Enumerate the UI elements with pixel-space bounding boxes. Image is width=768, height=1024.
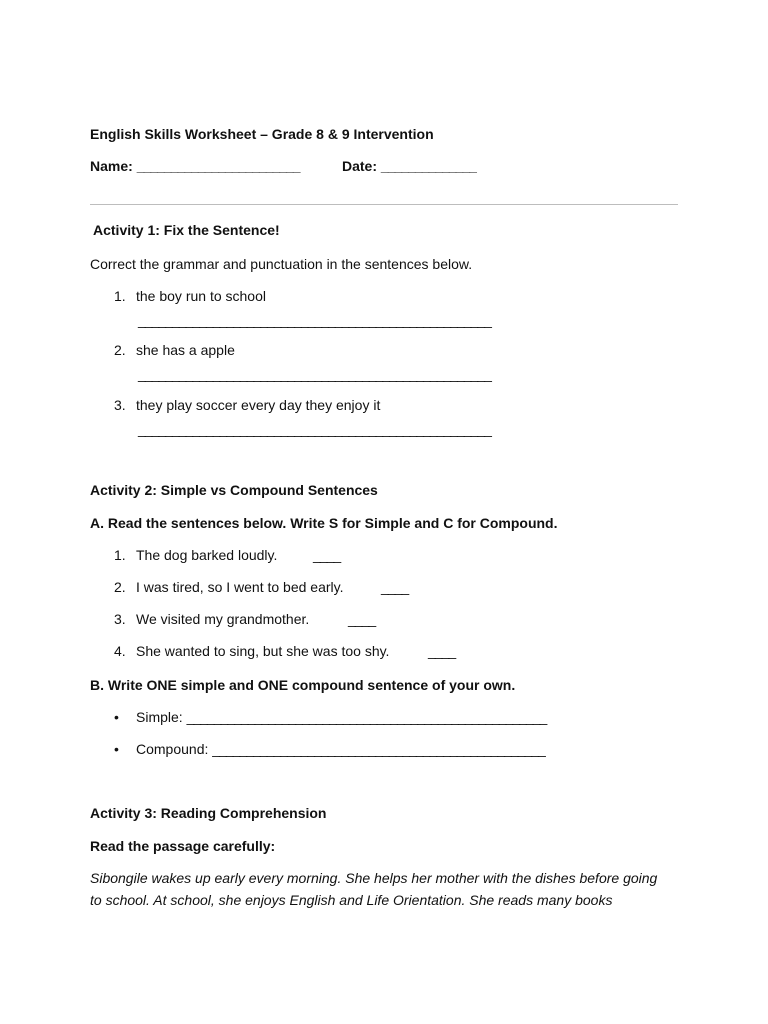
- date-label: Date:: [342, 158, 378, 174]
- activity2-heading: Activity 2: Simple vs Compound Sentences: [90, 482, 378, 498]
- activity2-item: [90, 579, 344, 595]
- activity2-partA: A. Read the sentences below. Write S for Simple and C for Compound.: [90, 515, 558, 531]
- worksheet-title: English Skills Worksheet – Grade 8 & 9 Intervention: [90, 126, 434, 142]
- bullet-label: Simple:: [136, 709, 183, 725]
- bullet-label: Compound:: [136, 741, 209, 757]
- answer-blank[interactable]: ____: [348, 611, 376, 627]
- name-field: [90, 158, 300, 174]
- answer-line[interactable]: ____________________________________________________: [138, 421, 491, 437]
- activity3-subheading: Read the passage carefully:: [90, 838, 276, 854]
- item-text: The dog barked loudly.: [136, 547, 278, 563]
- activity3-heading: Activity 3: Reading Comprehension: [90, 805, 327, 821]
- item-number: 1.: [114, 288, 126, 304]
- answer-line[interactable]: ____________________________________________________: [138, 312, 491, 328]
- item-number: 3.: [114, 397, 126, 413]
- activity2-partB: B. Write ONE simple and ONE compound sentence of your own.: [90, 677, 516, 693]
- name-label: Name:: [90, 158, 133, 174]
- activity1-item: [90, 288, 266, 304]
- activity1-item: [90, 342, 235, 358]
- item-text: they play soccer every day they enjoy it: [136, 397, 381, 413]
- bullet-item-compound: [90, 741, 545, 757]
- bullet-dot: •: [114, 741, 119, 757]
- item-number: 2.: [114, 342, 126, 358]
- activity2-item: [90, 547, 277, 563]
- passage-line: Sibongile wakes up early every morning. She helps her mother with the dishes before going: [90, 870, 658, 886]
- activity2-item: [90, 643, 389, 659]
- name-blank[interactable]: ________________________: [136, 158, 300, 174]
- answer-line[interactable]: _________________________________________________: [212, 741, 545, 757]
- answer-line[interactable]: _____________________________________________________: [186, 709, 547, 725]
- activity1-item: [90, 397, 380, 413]
- item-number: 4.: [114, 643, 126, 659]
- answer-blank[interactable]: ____: [381, 579, 409, 595]
- activity1-instruction: Correct the grammar and punctuation in the sentences below.: [90, 256, 473, 272]
- item-text: She wanted to sing, but she was too shy.: [136, 643, 390, 659]
- item-text: We visited my grandmother.: [136, 611, 310, 627]
- date-blank[interactable]: ______________: [380, 158, 476, 174]
- date-field: [342, 158, 476, 174]
- bullet-dot: •: [114, 709, 119, 725]
- item-text: the boy run to school: [136, 288, 266, 304]
- item-text: she has a apple: [136, 342, 235, 358]
- activity2-item: [90, 611, 309, 627]
- divider: [90, 204, 678, 205]
- answer-line[interactable]: ____________________________________________________: [138, 366, 491, 382]
- answer-blank[interactable]: ____: [313, 547, 341, 563]
- item-number: 3.: [114, 611, 126, 627]
- item-number: 2.: [114, 579, 126, 595]
- item-number: 1.: [114, 547, 126, 563]
- answer-blank[interactable]: ____: [428, 643, 456, 659]
- item-text: I was tired, so I went to bed early.: [136, 579, 344, 595]
- bullet-item-simple: [90, 709, 546, 725]
- activity1-heading: Activity 1: Fix the Sentence!: [93, 222, 280, 238]
- passage-line: to school. At school, she enjoys English and Life Orientation. She reads many books: [90, 892, 613, 908]
